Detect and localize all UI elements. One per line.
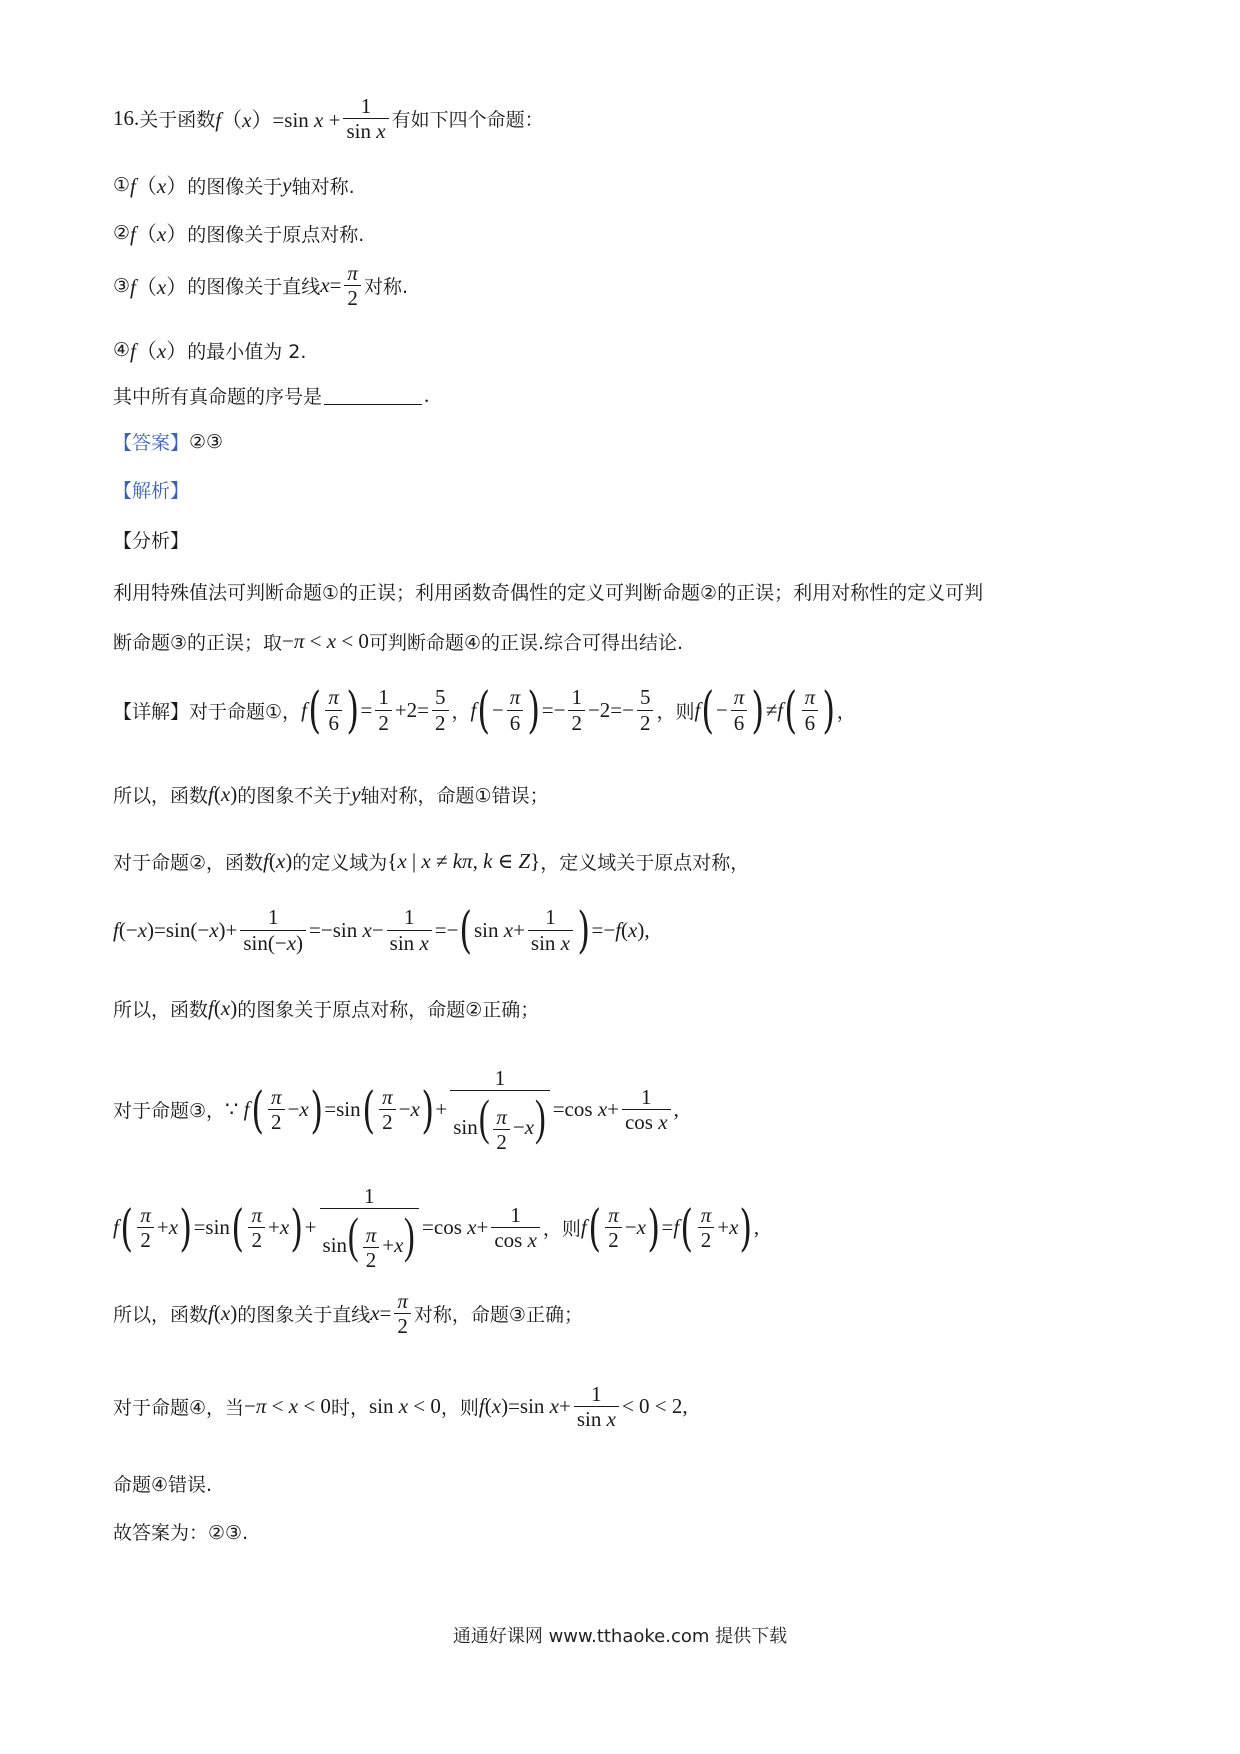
answer-blank (324, 386, 422, 405)
analysis-line-1: 利用特殊值法可判断命题①的正误；利用函数奇偶性的定义可判断命题②的正误；利用对称性的定义可判 (113, 582, 984, 604)
problem-intro: 16. 关于函数 f（x）=sin x + $\frac{1}{\text{sin x}}$ 有如下四个命题： (113, 94, 544, 144)
answer-line (113, 428, 223, 455)
detail-conclusion-2: 所以，函数 f(x) 的图象关于原点对称，命题②正确； (113, 996, 540, 1021)
proposition-1: ① f（x） 的图像关于 y 轴对称. (113, 172, 355, 198)
detail-conclusion-4: 命题④错误. (113, 1474, 213, 1496)
detail-prop-2: 对于命题②，函数 f(x) 的定义域为 {x | x ≠ kπ, k ∈ Z} ，定义域关于原点对称， (113, 849, 750, 874)
proposition-3: ③ f（x） 的图像关于直线 x= $\frac{\pi}{2}$ 对称. (113, 261, 408, 311)
detail-conclusion-3: 所以，函数 f(x) 的图象关于直线 x= $\frac{\pi}{2}$ 对称，命题③正确； (113, 1289, 583, 1339)
footer-text: 通通好课网 www.tthaoke.com 提供下载 (452, 1626, 788, 1647)
detail-prop-1: 【详解】 对于命题①， f ( $\frac{\pi}{6}$ ) = $\frac{1}{2}$ +2= $\frac{5}{2}$ ， f ( − $\frac{\pi}{6}$ ) =− $\frac{1}{2}$ −2=− $\frac{5}{2}$ ，则 f ( − $\frac{\pi}{6}$ ) ≠ f ( $\frac{\pi}{6}$ ) ， (113, 681, 856, 739)
detail-prop-3b: f ( $\frac{\pi}{2}$ +x ) =sin ( $\frac{\pi}{2}$ +x ) + 1 sin( $\frac{\pi}{2}$ +x) =cos x+ $\frac{1}{\text{cos x}}$ ，则 f ( $\frac{\pi}{2}$ −x ) =f ( $\frac{\pi}{2}$ +x ) , (113, 1184, 760, 1272)
analysis-line-2: 断命题③的正误；取 −π < x < 0 可判断命题④的正误.综合可得出结论. (113, 629, 684, 654)
detail-conclusion-1: 所以，函数 f(x) 的图象不关于 y 轴对称，命题①错误； (113, 782, 549, 807)
answer-label: 【答案】 (113, 432, 190, 454)
proposition-4: ④ f（x） 的最小值为 2. (113, 339, 307, 363)
analysis-label: 【解析】 (113, 480, 190, 502)
final-answer: 故答案为：②③. (113, 1522, 249, 1544)
detail-formula-2: f(−x)=sin(−x)+ $\frac{1}{\sin(-x)}$ =−sin x− $\frac{1}{\text{sin x}}$ =− ( sin x+ $\frac{1}{\text{sin x}}$ ) =−f(x), (113, 901, 650, 959)
question-line: 其中所有真命题的序号是 . (113, 383, 430, 408)
detail-prop-4: 对于命题④，当 −π < x < 0 时， sin x < 0 ，则 f(x)=sin x+ $\frac{1}{\text{sin x}}$ < 0 < 2, (113, 1382, 688, 1432)
answer-value: ②③ (189, 430, 224, 453)
proposition-2: ② f（x） 的图像关于原点对称. (113, 222, 365, 246)
detail-prop-3a: 对于命题③， ∵ f ( $\frac{\pi}{2}$ −x ) =sin ( $\frac{\pi}{2}$ −x ) + 1 sin( $\frac{\pi}{2}$ −x) =cos x+ $\frac{1}{\text{cos x}}$ , (113, 1066, 679, 1154)
fenxi-label: 【分析】 (113, 530, 190, 552)
